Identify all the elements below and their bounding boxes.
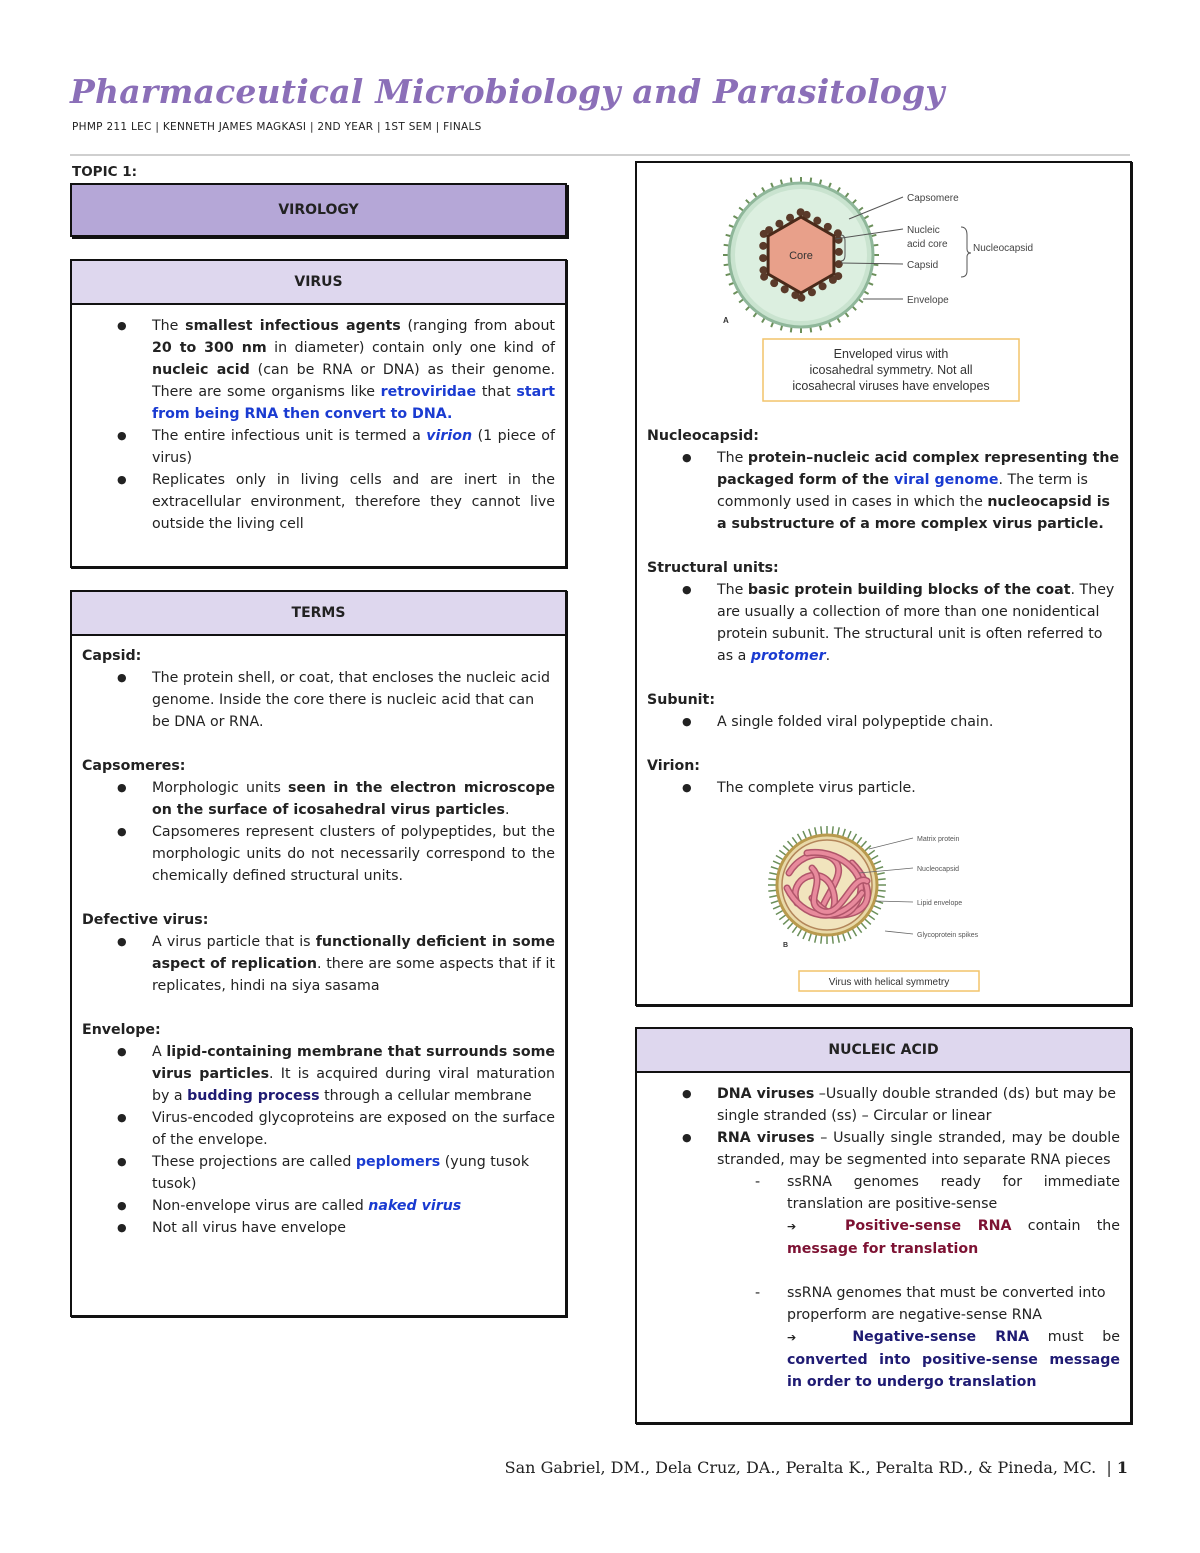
leader-line xyxy=(869,838,913,849)
list-item: ● Morphologic units seen in the electron microscope on the surface of icosahedral virus particles. xyxy=(82,777,555,821)
page-number: 1 xyxy=(1116,1458,1128,1477)
nucleocapsid-bracket xyxy=(961,227,971,277)
list-item: ● Virus-encoded glycoproteins are exposed on the surface of the envelope. xyxy=(82,1107,555,1151)
list-item: ● Capsomeres represent clusters of polypeptides, but the morphologic units do not necessarily correspond to the chemically defined structural units. xyxy=(82,821,555,887)
nucleic-acid-heading: NUCLEIC ACID xyxy=(637,1029,1130,1073)
term-label-capsomeres: Capsomeres: xyxy=(82,758,186,774)
term-label-structural-units: Structural units: xyxy=(647,560,779,576)
page-footer xyxy=(505,1458,1128,1477)
definitions-body xyxy=(637,425,1130,799)
nucleic-acid-box xyxy=(635,1027,1132,1424)
term-label-defective: Defective virus: xyxy=(82,912,209,928)
figure-a-label: Nucleic xyxy=(907,225,940,236)
sub-item-positive-sense: - ssRNA genomes ready for immediate translation are positive-sense ➔ Positive-sense RNA contain the message for translation xyxy=(755,1174,1121,1257)
figure-a-label: Capsid xyxy=(907,260,939,271)
term-label-envelope: Envelope: xyxy=(82,1022,161,1038)
figure-a-label: Nucleocapsid xyxy=(973,243,1034,254)
topic-label: TOPIC 1: xyxy=(72,164,138,180)
document-title: Pharmaceutical Microbiology and Parasitology xyxy=(70,72,945,111)
list-item: ● The basic protein building blocks of the coat. They are usually a collection of more than one nonidentical protein subunit. The structural unit is often referred to as a protomer. xyxy=(647,579,1120,667)
list-item: ● Non-envelope virus are called naked virus xyxy=(82,1195,555,1217)
capsomere-knob xyxy=(835,248,843,256)
virus-box xyxy=(70,259,567,568)
topic-banner-text: VIROLOGY xyxy=(278,202,359,218)
list-item: ● DNA viruses –Usually double stranded (ds) but may be single stranded (ss) – Circular or linear xyxy=(647,1083,1120,1127)
enveloped-virus-figure xyxy=(637,163,1130,413)
figure-a-label: Capsomere xyxy=(907,193,959,204)
figure-a-caption-line: Enveloped virus with xyxy=(833,347,949,361)
list-item: ● The protein–nucleic acid complex representing the packaged form of the viral genome. The term is commonly used in cases in which the nucleocapsid is a substructure of a more complex virus particle. xyxy=(647,447,1120,535)
figure-a-caption-line: icosahecral viruses have envelopes xyxy=(792,379,990,393)
terms-heading: TERMS xyxy=(72,592,565,636)
list-item: ● Replicates only in living cells and are inert in the extracellular environment, therefore they cannot live outside the living cell xyxy=(82,469,555,535)
list-item: ● A single folded viral polypeptide chain. xyxy=(647,711,1120,733)
list-item: ● The entire infectious unit is termed a virion (1 piece of virus) xyxy=(82,425,555,469)
figure-a-caption-line: icosahedral symmetry. Not all xyxy=(809,363,973,377)
list-item: ● The protein shell, or coat, that encloses the nucleic acid genome. Inside the core there is nucleic acid that can be DNA or RNA. xyxy=(82,667,555,733)
list-item: ● A lipid-containing membrane that surrounds some virus particles. It is acquired during viral maturation by a budding process through a cellular membrane xyxy=(82,1041,555,1107)
virus-body xyxy=(72,305,565,545)
terms-box xyxy=(70,590,567,1317)
document-subtitle: PHMP 211 LEC | KENNETH JAMES MAGKASI | 2ND YEAR | 1ST SEM | FINALS xyxy=(72,121,482,133)
capsomere-knob xyxy=(834,272,842,280)
leader-line xyxy=(885,931,913,934)
footer-separator: | xyxy=(1106,1458,1112,1477)
term-label-capsid: Capsid: xyxy=(82,648,142,664)
core-label: Core xyxy=(789,250,813,262)
nucleic-acid-body xyxy=(637,1073,1130,1403)
list-item: ● These projections are called peplomers (yung tusok tusok) xyxy=(82,1151,555,1195)
footer-authors: San Gabriel, DM., Dela Cruz, DA., Peralta K., Peralta RD., & Pineda, MC. xyxy=(504,1458,1097,1477)
figure-b-caption: Virus with helical symmetry xyxy=(828,977,950,988)
figure-b-label: Matrix protein xyxy=(917,836,960,843)
virus-heading: VIRUS xyxy=(72,261,565,305)
figure-b-label: Lipid envelope xyxy=(917,900,963,907)
terms-body xyxy=(72,636,565,1249)
sub-item-negative-sense: - ssRNA genomes that must be converted into properform are negative-sense RNA ➔ Negative-sense RNA must be converted into positive-sense message in order to undergo translation xyxy=(755,1285,1120,1390)
figure-b-label: Nucleocapsid xyxy=(917,866,960,873)
figure-a-label: Envelope xyxy=(907,295,949,306)
term-label-subunit: Subunit: xyxy=(647,692,715,708)
capsomere-knob xyxy=(835,236,843,244)
list-item: ● A virus particle that is functionally deficient in some aspect of replication. there are some aspects that if it replicates, hindi na siya sasama xyxy=(82,931,555,997)
list-item: ● The complete virus particle. xyxy=(647,777,1120,799)
topic-banner xyxy=(70,183,567,237)
capsomere-knob xyxy=(759,242,767,250)
figure-a-label: acid core xyxy=(907,239,948,250)
list-item: ● Not all virus have envelope xyxy=(82,1217,555,1239)
helical-virus-figure xyxy=(637,823,1130,1023)
list-item: ● The smallest infectious agents (ranging from about 20 to 300 nm in diameter) contain only one kind of nucleic acid (can be RNA or DNA) as their genome. There are some organisms like retroviridae that start from being RNA then convert to DNA. xyxy=(82,315,555,425)
list-item: ● RNA viruses – Usually single stranded, may be double stranded, may be segmented into separate RNA pieces xyxy=(647,1127,1120,1171)
figure-a-panel-label: A xyxy=(723,316,729,325)
term-label-nucleocapsid: Nucleocapsid: xyxy=(647,428,759,444)
figure-b-panel-label: B xyxy=(783,942,789,949)
header-divider xyxy=(70,154,1130,156)
figure-b-label: Glycoprotein spikes xyxy=(917,932,979,939)
capsomere-knob xyxy=(759,254,767,262)
capsomere-knob xyxy=(759,266,767,274)
definitions-box xyxy=(635,161,1132,1006)
term-label-virion: Virion: xyxy=(647,758,700,774)
